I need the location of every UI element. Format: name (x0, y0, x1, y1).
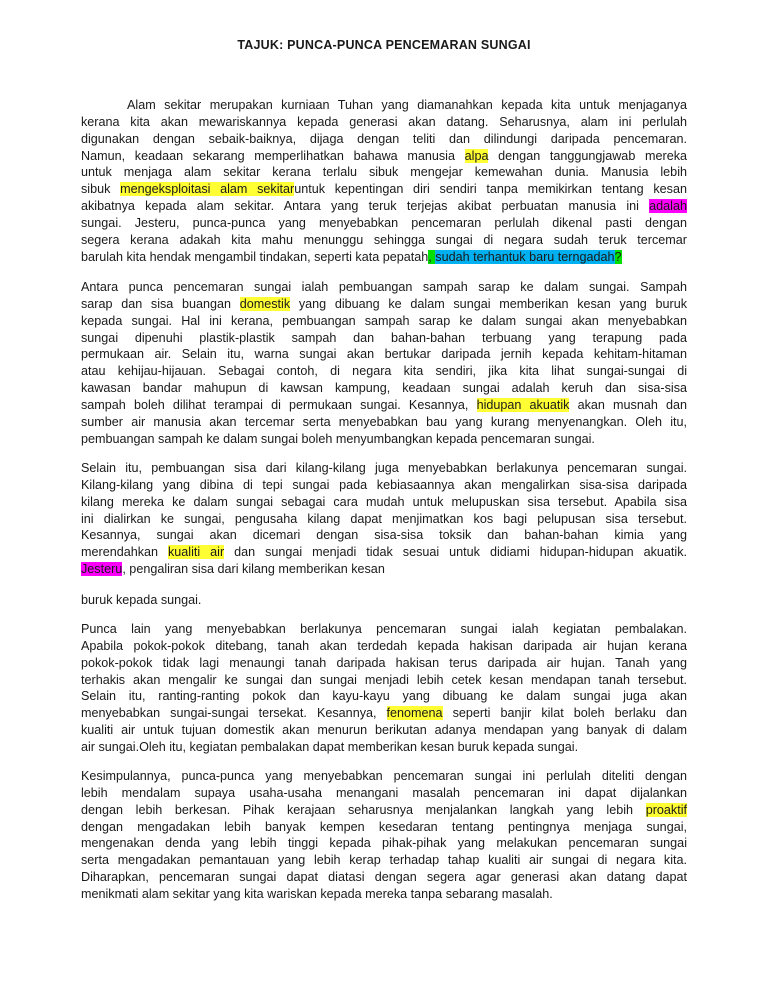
highlight-green: ? (614, 249, 622, 264)
text-line: Diharapkan, pencemaran sungai dapat diatasi dengan segera agar generasi akan datang dapat (81, 870, 687, 885)
paragraph-factory-waste-continued (81, 592, 687, 609)
highlight-magenta: adalah (649, 199, 687, 214)
paragraph-factory-waste (81, 460, 687, 578)
text-line: sungai. Jesteru, punca-punca yang menyebabkan pencemaran perlulah dikenal pasti dengan (81, 215, 687, 230)
text-line: serta mengadakan pemantauan yang lebih kerap terhadap tahap kualiti air sungai di negara kita. (81, 853, 687, 868)
paragraph-domestic-waste (81, 279, 687, 447)
text-line: dengan mengadakan lebih banyak kempen kesedaran tentang pentingnya menjaga sungai, (81, 819, 687, 834)
highlight-yellow: kualiti air (167, 545, 225, 560)
text-line: Antara punca pencemaran sungai ialah pembuangan sampah sarap ke dalam sungai. Sampah (81, 280, 687, 294)
text-line: kawasan bandar mahupun di kawsan kampung, keadaan sungai adalah keruh dan sisa-sisa (81, 381, 687, 396)
text-line: Alam sekitar merupakan kurniaan Tuhan yang diamanahkan kepada kita untuk menjaganya (127, 98, 687, 112)
text-line: Apabila pokok-pokok ditebang, tanah akan terdedah kepada hakisan daripada air hujan kerana (81, 638, 687, 653)
text-line: air sungai.Oleh itu, kegiatan pembalakan dapat memberikan kesan buruk kepada sungai. (81, 739, 579, 754)
paragraph-conclusion (81, 768, 687, 903)
text-line: segera kerana adakah kita mahu menunggu sehingga sungai di negara sudah teruk tercemar (81, 232, 687, 247)
text-line: sungai dipenuhi plastik-plastik sampah dan bahan-bahan terbuang yang terapung pada (81, 330, 687, 345)
text-line: kerana kita akan mewariskannya kepada generasi akan datang. Seharusnya, alam ini perlulah (81, 114, 687, 129)
paragraph-logging (81, 621, 687, 756)
text-line: permukaan air. Selain itu, warna sungai akan bertukar daripada jernih kepada kehitam-hitaman (81, 347, 687, 362)
highlight-magenta: Jesteru (81, 562, 123, 577)
highlight-yellow: fenomena (386, 706, 443, 721)
text-line: barulah kita hendak mengambil tindakan, seperti kata pepatah, sudah terhantuk baru terngadah? (81, 249, 622, 264)
text-line: Punca lain yang menyebabkan berlakunya pencemaran sungai ialah kegiatan pembalakan. (81, 622, 687, 636)
paragraph-intro (81, 97, 687, 265)
text-line: mengenakan denda yang lebih tinggi kepada pihak-pihak yang melakukan pencemaran sungai (81, 836, 687, 851)
text-line: sampah boleh dilihat terampai di permukaan sungai. Kesannya, hidupan akuatik akan musnah dan (81, 397, 687, 412)
text-line: untuk menjaga alam sekitar kerana terlalu sibuk mengejar kemewahan dunia. Manusia lebih (81, 165, 687, 180)
text-line: sarap dan sisa buangan domestik yang dibuang ke dalam sungai memberikan kesan yang buruk (81, 296, 688, 311)
text-line: Jesteru, pengaliran sisa dari kilang memberikan kesan (81, 562, 385, 577)
text-line: menikmati alam sekitar yang kita wariskan kepada mereka tanpa sebarang masalah. (81, 886, 553, 901)
text-line: Selain itu, ranting-ranting pokok dan kayu-kayu yang dibuang ke dalam sungai juga akan (81, 689, 687, 704)
text-line: Kilang-kilang yang dibina di tepi sungai pada kebiasaannya akan mengalirkan sisa-sisa daripada (81, 477, 687, 492)
highlight-yellow: hidupan akuatik (476, 397, 570, 412)
text-line: lebih mendalam supaya usaha-usaha menangani masalah pencemaran ini dapat dijalankan (81, 785, 687, 800)
text-line: terhakis akan mengalir ke sungai dan sungai menjadi lebih cetek kesan mendapan tanah tersebut. (81, 672, 687, 687)
text-line: sibuk mengeksploitasi alam sekitaruntuk kepentingan diri sendiri tanpa memikirkan tentang kesan (81, 182, 687, 197)
text-line: atau kehijau-hijauan. Sebagai contoh, di negara kita sendiri, jika kita lihat sungai-sungai di (81, 364, 687, 379)
page-title: TAJUK: PUNCA-PUNCA PENCEMARAN SUNGAI (237, 38, 531, 52)
highlight-yellow: alpa (464, 148, 489, 163)
text-line: merendahkan kualiti air dan sungai menjadi tidak sesuai untuk didiami hidupan-hidupan akuatik. (81, 545, 688, 560)
highlight-yellow: domestik (239, 296, 291, 311)
text-line: sumber air manusia akan tercemar serta menyebabkan bau yang kurang menyenangkan. Oleh itu, (81, 414, 687, 429)
text-line: kepada sungai. Hal ini kerana, pembuangan sampah sarap ke dalam sungai akan menyebabkan (81, 313, 687, 328)
text-line: Kesannya, sungai akan dicemari dengan sisa-sisa toksik dan bahan-bahan kimia yang (81, 528, 687, 543)
text-line: dengan lebih berkesan. Pihak kerajaan seharusnya menjalankan langkah yang lebih proaktif (81, 802, 687, 817)
text-line: ini dialirkan ke sungai, pengusaha kilang dapat menjimatkan kos bagi pelupusan sisa tersebut. (81, 511, 687, 526)
text-line: Namun, keadaan sekarang memperlihatkan bahawa manusia alpa dengan tanggungjawab mereka (81, 148, 687, 163)
highlight-green: , (428, 249, 436, 264)
text-line: Selain itu, pembuangan sisa dari kilang-kilang juga menyebabkan berlakunya pencemaran sungai. (81, 461, 687, 475)
text-line: kualiti air untuk tujuan domestik akan menurun berikutan adanya mendapan yang banyak di dalam (81, 723, 687, 738)
text-line: buruk kepada sungai. (81, 593, 202, 607)
highlight-yellow: proaktif (645, 802, 687, 817)
text-line: Kesimpulannya, punca-punca yang menyebabkan pencemaran sungai ini perlulah diteliti dengan (81, 769, 687, 783)
text-line: akibatnya kepada alam sekitar. Antara yang teruk terjejas akibat perbuatan manusia ini adalah (81, 199, 687, 214)
text-line: pokok-pokok tidak lagi menaungi tanah daripada hakisan terus daripada air hujan. Tanah yang (81, 655, 687, 670)
text-line: pembuangan sampah ke dalam sungai boleh menyumbangkan kepada pencemaran sungai. (81, 431, 595, 446)
text-line: menyebabkan sungai-sungai tersekat. Kesannya, fenomena seperti banjir kilat boleh berlaku dan (81, 706, 687, 721)
highlight-yellow: mengeksploitasi alam sekitar (120, 182, 295, 197)
text-line: kilang mereka ke dalam sungai sebagai cara mudah untuk melupuskan sisa tersebut. Apabila sisa (81, 494, 687, 509)
highlight-blue: sudah terhantuk baru terngadah (435, 249, 615, 264)
text-line: digunakan dengan sebaik-baiknya, dijaga dengan teliti dan dilindungi daripada pencemaran. (81, 131, 687, 146)
